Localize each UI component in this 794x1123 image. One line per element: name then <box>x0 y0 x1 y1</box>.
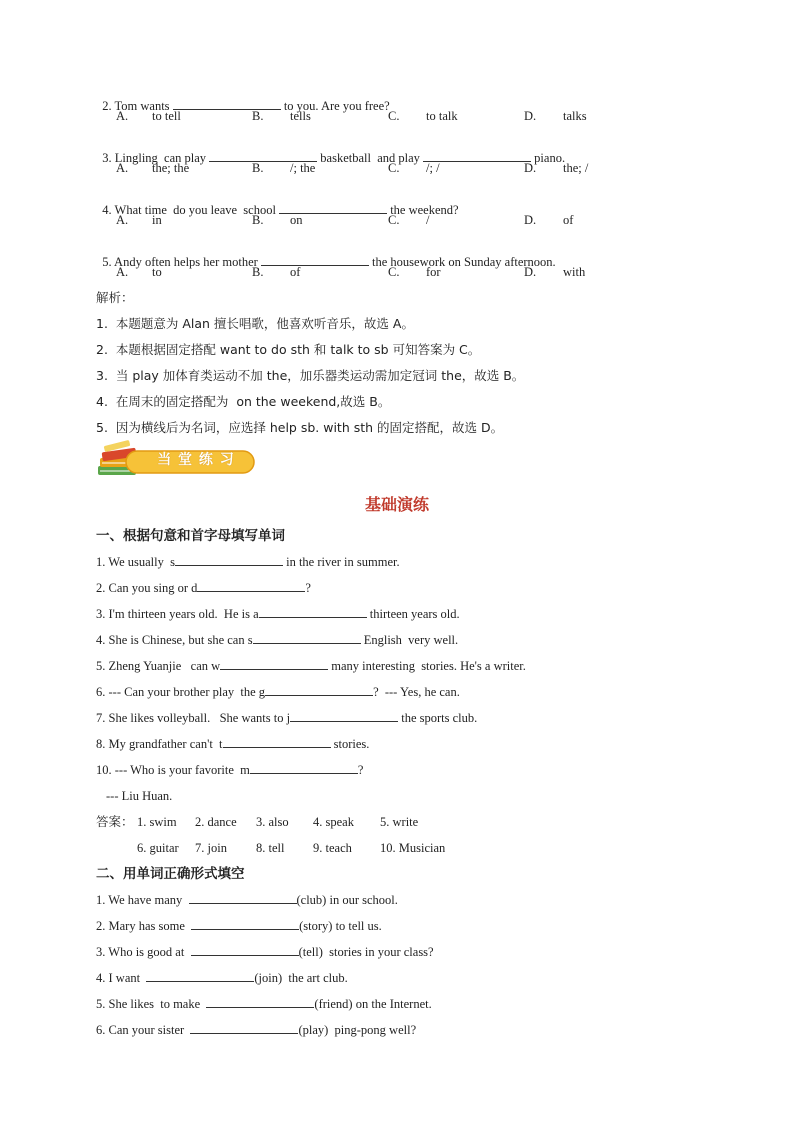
part2-heading: 二、用单词正确形式填空 <box>96 866 245 882</box>
answer-blank[interactable] <box>197 580 305 592</box>
list-item <box>96 632 458 648</box>
answer-blank[interactable] <box>253 632 361 644</box>
option-letter: D. <box>524 109 537 123</box>
item-text: (story) to tell us. <box>299 919 382 933</box>
item-text: ? <box>357 763 364 777</box>
option-text: /; / <box>426 161 440 175</box>
item-text: 3. Who is good at <box>96 945 191 959</box>
item-text: 2. Mary has some <box>96 919 192 933</box>
option-text: of <box>290 265 301 279</box>
list-item-extra: --- Liu Huan. <box>106 789 173 803</box>
item-text: 6. Can your sister <box>96 1023 191 1037</box>
stem: 3. Lingling can play <box>102 151 210 165</box>
stem: to you. Are you free? <box>280 99 390 113</box>
option-letter: B. <box>252 109 264 123</box>
option-letter: A. <box>116 213 129 227</box>
item-text: ? <box>305 581 311 595</box>
question-2 <box>96 82 390 114</box>
answer-blank[interactable] <box>206 996 314 1008</box>
option-text: of <box>563 213 574 227</box>
option-letter: B. <box>252 265 264 279</box>
option-text: the; the <box>152 161 190 175</box>
answer-blank[interactable] <box>261 254 369 266</box>
question-4 <box>96 186 459 218</box>
answer-blank[interactable] <box>146 970 254 982</box>
list-item <box>96 658 526 674</box>
option-text: in <box>152 213 162 227</box>
option-letter: C. <box>388 213 400 227</box>
answer-blank[interactable] <box>290 710 398 722</box>
list-item <box>96 996 432 1012</box>
item-text: 5. She likes to make <box>96 997 207 1011</box>
answer-item: 3. also <box>256 815 289 829</box>
section-title: 基础演练 <box>364 495 429 514</box>
question-5 <box>96 238 556 270</box>
item-text: 3. I'm thirteen years old. He is a <box>96 607 259 621</box>
analysis-label: 解析： <box>96 290 134 305</box>
item-text: 4. I want <box>96 971 147 985</box>
stem: 2. Tom wants <box>102 99 173 113</box>
answer-blank[interactable] <box>265 684 373 696</box>
answer-item: 6. guitar <box>137 841 179 855</box>
stem: the housework on Sunday afternoon. <box>368 255 556 269</box>
list-item <box>96 684 460 700</box>
stem: the weekend? <box>387 203 459 217</box>
list-item <box>96 892 398 908</box>
item-text: English very well. <box>360 633 459 647</box>
item-text: 6. --- Can your brother play the g <box>96 685 266 699</box>
item-text: 7. She likes volleyball. She wants to j <box>96 711 291 725</box>
list-item <box>96 710 477 726</box>
option-text: on <box>290 213 303 227</box>
option-text: for <box>426 265 441 279</box>
option-text: to talk <box>426 109 458 123</box>
option-letter: D. <box>524 161 537 175</box>
answer-item: 7. join <box>195 841 227 855</box>
analysis-item: 5. 因为横线后为名词，应选择 help sb. with sth 的固定搭配，故选 D。 <box>96 420 504 435</box>
list-item <box>96 970 348 986</box>
option-letter: C. <box>388 109 400 123</box>
item-text: (join) the art club. <box>254 971 348 985</box>
analysis-item: 4. 在周末的固定搭配为 on the weekend,故选 B。 <box>96 394 391 409</box>
analysis-item: 1. 本题题意为 Alan 擅长唱歌，他喜欢听音乐，故选 A。 <box>96 316 414 331</box>
answer-item: 10. Musician <box>380 841 446 855</box>
option-text: talks <box>563 109 587 123</box>
analysis-item: 2. 本题根据固定搭配 want to do sth 和 talk to sb 可知答案为 C。 <box>96 342 481 357</box>
option-text: / <box>426 213 430 227</box>
option-letter: C. <box>388 265 400 279</box>
option-letter: D. <box>524 265 537 279</box>
option-letter: A. <box>116 109 129 123</box>
item-text: 1. We have many <box>96 893 189 907</box>
answer-blank[interactable] <box>175 554 283 566</box>
item-text: (play) ping-pong well? <box>298 1023 417 1037</box>
answer-blank[interactable] <box>191 944 299 956</box>
option-letter: B. <box>252 213 264 227</box>
item-text: many interesting stories. He's a writer. <box>328 659 526 673</box>
answer-blank[interactable] <box>191 918 299 930</box>
item-text: the sports club. <box>398 711 478 725</box>
option-letter: A. <box>116 265 129 279</box>
option-letter: C. <box>388 161 400 175</box>
answer-item: 9. teach <box>313 841 352 855</box>
item-text: 4. She is Chinese, but she can s <box>96 633 253 647</box>
item-text: 2. Can you sing or d <box>96 581 198 595</box>
option-text: to tell <box>152 109 181 123</box>
practice-banner <box>96 440 258 480</box>
item-text: in the river in summer. <box>282 555 400 569</box>
item-text: 10. --- Who is your favorite m <box>96 763 250 777</box>
list-item <box>96 1022 416 1038</box>
list-item <box>96 580 311 596</box>
answer-blank[interactable] <box>190 1022 298 1034</box>
list-item <box>96 762 363 778</box>
analysis-item: 3. 当 play 加体育类运动不加 the，加乐器类运动需加定冠词 the，故选 B。 <box>96 368 525 383</box>
item-text: 1. We usually s <box>96 555 175 569</box>
answer-item: 5. write <box>380 815 419 829</box>
list-item <box>96 944 434 960</box>
option-text: the; / <box>563 161 589 175</box>
answer-item: 4. speak <box>313 815 354 829</box>
list-item <box>96 554 400 570</box>
stem: 4. What time do you leave school <box>102 203 280 217</box>
answer-blank[interactable] <box>223 736 331 748</box>
banner-text: 当 堂 练 习 <box>157 452 235 468</box>
option-letter: B. <box>252 161 264 175</box>
stem: basketball and play <box>317 151 424 165</box>
answer-blank[interactable] <box>259 606 367 618</box>
list-item <box>96 918 382 934</box>
item-text: 8. My grandfather can't t <box>96 737 223 751</box>
stem: piano. <box>531 151 566 165</box>
item-text: (tell) stories in your class? <box>298 945 434 959</box>
answer-blank[interactable] <box>173 98 281 110</box>
answer-item: 1. swim <box>137 815 177 829</box>
item-text: 5. Zheng Yuanjie can w <box>96 659 221 673</box>
stem: 5. Andy often helps her mother <box>102 255 261 269</box>
answer-item: 2. dance <box>195 815 237 829</box>
option-letter: A. <box>116 161 129 175</box>
answer-blank[interactable] <box>220 658 328 670</box>
part1-heading: 一、根据句意和首字母填写单词 <box>96 528 285 544</box>
answer-label: 答案： <box>96 814 134 829</box>
option-text: with <box>563 265 586 279</box>
answer-blank[interactable] <box>250 762 358 774</box>
item-text: thirteen years old. <box>366 607 460 621</box>
list-item <box>96 606 460 622</box>
option-text: to <box>152 265 162 279</box>
list-item <box>96 736 369 752</box>
item-text: stories. <box>330 737 370 751</box>
answer-blank[interactable] <box>189 892 297 904</box>
item-text: (club) in our school. <box>296 893 398 907</box>
option-letter: D. <box>524 213 537 227</box>
option-text: tells <box>290 109 311 123</box>
option-text: /; the <box>290 161 316 175</box>
item-text: ? --- Yes, he can. <box>373 685 460 699</box>
answer-item: 8. tell <box>256 841 285 855</box>
item-text: (friend) on the Internet. <box>314 997 432 1011</box>
